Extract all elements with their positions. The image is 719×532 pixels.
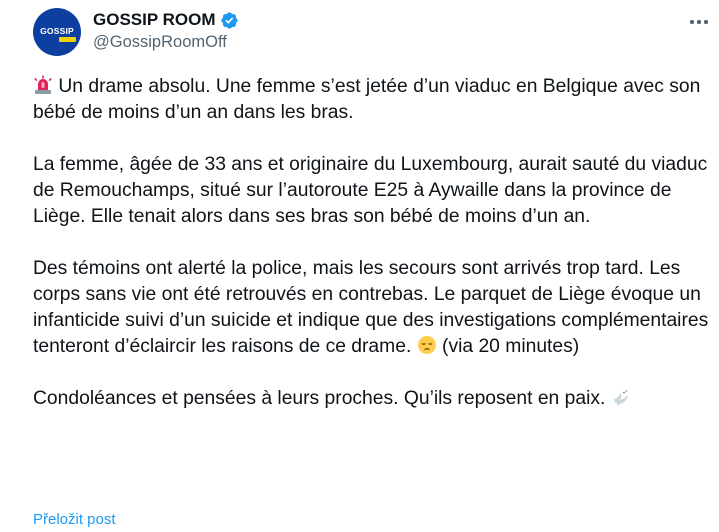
- paragraph-2-text: La femme, âgée de 33 ans et originaire du Luxembourg, aurait sauté du viaduc de Remouchamps, situé sur l’autoroute E25 à Aywaille dans la province de Liège. Elle tenait alors dans ses bras son bébé de moins d’un an.: [33, 154, 708, 227]
- paragraph-4-text: Condoléances et pensées à leurs proches. Qu’ils reposent en paix.: [33, 388, 606, 409]
- avatar-logo-text: GOSSIP: [40, 26, 74, 36]
- avatar-logo-bar: [59, 37, 76, 42]
- ellipsis-icon: [690, 20, 694, 24]
- paragraph-3-text: Des témoins ont alerté la police, mais les secours sont arrivés trop tard. Les corps sans vie ont été retrouvés en contrebas. Le parquet de Liège évoque un infanticide suivi d’un suicide et indique que des investigations complémentaires tenteront d’éclaircir les raisons de ce drame.: [33, 258, 709, 357]
- paragraph-3-source: (via 20 minutes): [442, 336, 580, 357]
- author-handle[interactable]: @GossipRoomOff: [93, 33, 227, 51]
- translate-post-link[interactable]: Přeložit post: [33, 511, 116, 528]
- dove-emoji: [611, 387, 631, 407]
- ellipsis-icon-dot: [704, 20, 708, 24]
- tweet-paragraph: [33, 74, 717, 126]
- tweet-text: [33, 74, 717, 438]
- rotating-light-emoji: [33, 75, 53, 95]
- pensive-face-emoji: [417, 335, 437, 355]
- verified-badge-icon[interactable]: [220, 11, 239, 30]
- tweet-paragraph: [33, 152, 717, 230]
- author-name-row: [93, 9, 239, 31]
- tweet-paragraph: [33, 386, 717, 412]
- paragraph-1-text: Un drame absolu. Une femme s’est jetée d’un viaduc en Belgique avec son bébé de moins d’un an dans les bras.: [33, 76, 701, 123]
- ellipsis-icon-dot: [697, 20, 701, 24]
- more-options-button[interactable]: [685, 12, 713, 32]
- tweet-paragraph: [33, 256, 717, 360]
- avatar[interactable]: [33, 8, 81, 56]
- author-display-name[interactable]: GOSSIP ROOM: [93, 10, 216, 29]
